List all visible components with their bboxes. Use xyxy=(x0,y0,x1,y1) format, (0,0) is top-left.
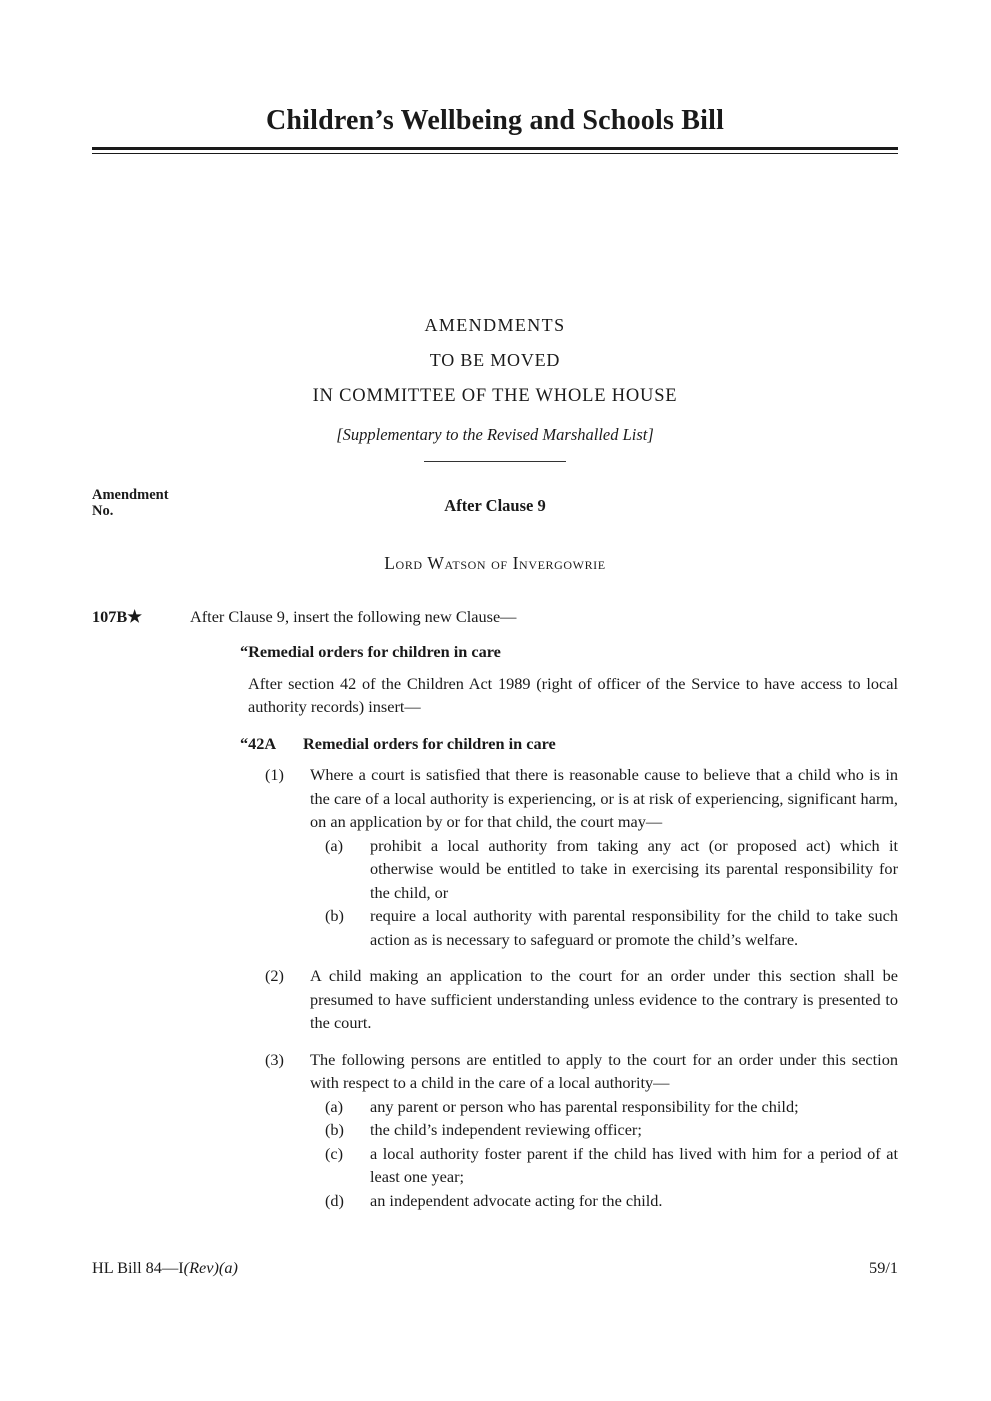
provision-3 xyxy=(265,1048,898,1213)
provision-1-sub-a-text: prohibit a local authority from taking any act (or proposed act) which it otherwise would be entitled to take in exercising its parental responsibility for the child, or xyxy=(370,835,898,902)
provision-1-sub-a xyxy=(265,834,898,905)
lead-in-text: After section 42 of the Children Act 1989 (right of officer of the Service to have access to local authority records) insert— xyxy=(248,673,898,716)
provision-1-sub-b-text: require a local authority with parental responsibility for the child to take such action as is necessary to safeguard or promote the child’s welfare. xyxy=(370,906,898,949)
to-be-moved-heading: TO BE MOVED xyxy=(429,350,561,370)
mover-name: Lord Watson of Invergowrie xyxy=(384,552,606,573)
provision-1-number: (1) xyxy=(265,765,284,784)
new-section-number: “42A xyxy=(240,733,277,753)
provision-3-sub-d xyxy=(265,1189,898,1213)
provision-3-sub-a xyxy=(265,1095,898,1119)
clause-header xyxy=(92,487,898,519)
provision-3-number: (3) xyxy=(265,1049,284,1069)
provision-3-text: The following persons are entitled to apply to the court for an order under this section with respect to a child in the care of a local authority— xyxy=(310,1049,898,1092)
provision-3-sub-a-text: any parent or person who has parental responsibility for the child; xyxy=(370,1096,799,1116)
amendments-heading-block xyxy=(92,314,898,462)
provision-3-sub-d-text: an independent advocate acting for the child. xyxy=(370,1190,663,1210)
page-footer xyxy=(92,1256,898,1279)
amendment-no-label xyxy=(92,487,169,519)
supplementary-note: [Supplementary to the Revised Marshalled List] xyxy=(336,425,654,444)
new-section-heading xyxy=(240,732,898,756)
committee-heading: IN COMMITTEE OF THE WHOLE HOUSE xyxy=(312,386,678,406)
amendment-number: 107B★ xyxy=(92,606,142,626)
bill-reference-revision: (Rev)(a) xyxy=(183,1258,238,1277)
provision-1-sub-a-number: (a) xyxy=(325,835,344,855)
provision-1-sub-b xyxy=(265,904,898,951)
provision-2-number: (2) xyxy=(265,966,284,985)
after-clause-heading: After Clause 9 xyxy=(444,496,546,515)
provision-3-sub-b-number: (b) xyxy=(325,1120,344,1139)
amendment-no-label-line2: No. xyxy=(92,503,114,519)
provision-3-sub-c-text: a local authority foster parent if the child has lived with him for a period of at least one year; xyxy=(370,1143,898,1186)
provision-3-sub-c-number: (c) xyxy=(325,1143,344,1163)
separator-rule xyxy=(424,461,566,462)
bill-reference-text: HL Bill 84—I xyxy=(92,1258,184,1277)
provision-3-sub-b xyxy=(265,1118,898,1142)
provision-3-sub-d-number: (d) xyxy=(325,1190,344,1210)
amendments-heading: AMENDMENTS xyxy=(424,315,566,335)
amendment-instruction: After Clause 9, insert the following new Clause— xyxy=(190,606,517,626)
title-double-rule xyxy=(92,147,898,154)
provision-1-text: Where a court is satisfied that there is reasonable cause to believe that a child who is in the care of a local authority is experiencing, or is at risk of experiencing, significant harm, on an application by or for that child, the court may— xyxy=(310,765,898,831)
provision-1 xyxy=(265,763,898,951)
amendment-no-label-line1: Amendment xyxy=(92,487,169,503)
provision-1-sub-b-number: (b) xyxy=(325,906,344,925)
provision-3-sub-a-number: (a) xyxy=(325,1096,344,1116)
bill-reference xyxy=(92,1256,238,1279)
provision-3-sub-b-text: the child’s independent reviewing officer; xyxy=(370,1120,642,1139)
provision-2 xyxy=(265,964,898,1035)
page-number: 59/1 xyxy=(869,1258,898,1277)
new-clause-title: “Remedial orders for children in care xyxy=(240,642,501,661)
provision-2-text: A child making an application to the court for an order under this section shall be presumed to have sufficient understanding unless evidence to the contrary is presented to the court. xyxy=(310,966,898,1032)
bill-title: Children’s Wellbeing and Schools Bill xyxy=(265,105,725,136)
provision-3-sub-c xyxy=(265,1142,898,1189)
new-section-title: Remedial orders for children in care xyxy=(303,733,556,753)
amendment-row xyxy=(92,605,898,629)
